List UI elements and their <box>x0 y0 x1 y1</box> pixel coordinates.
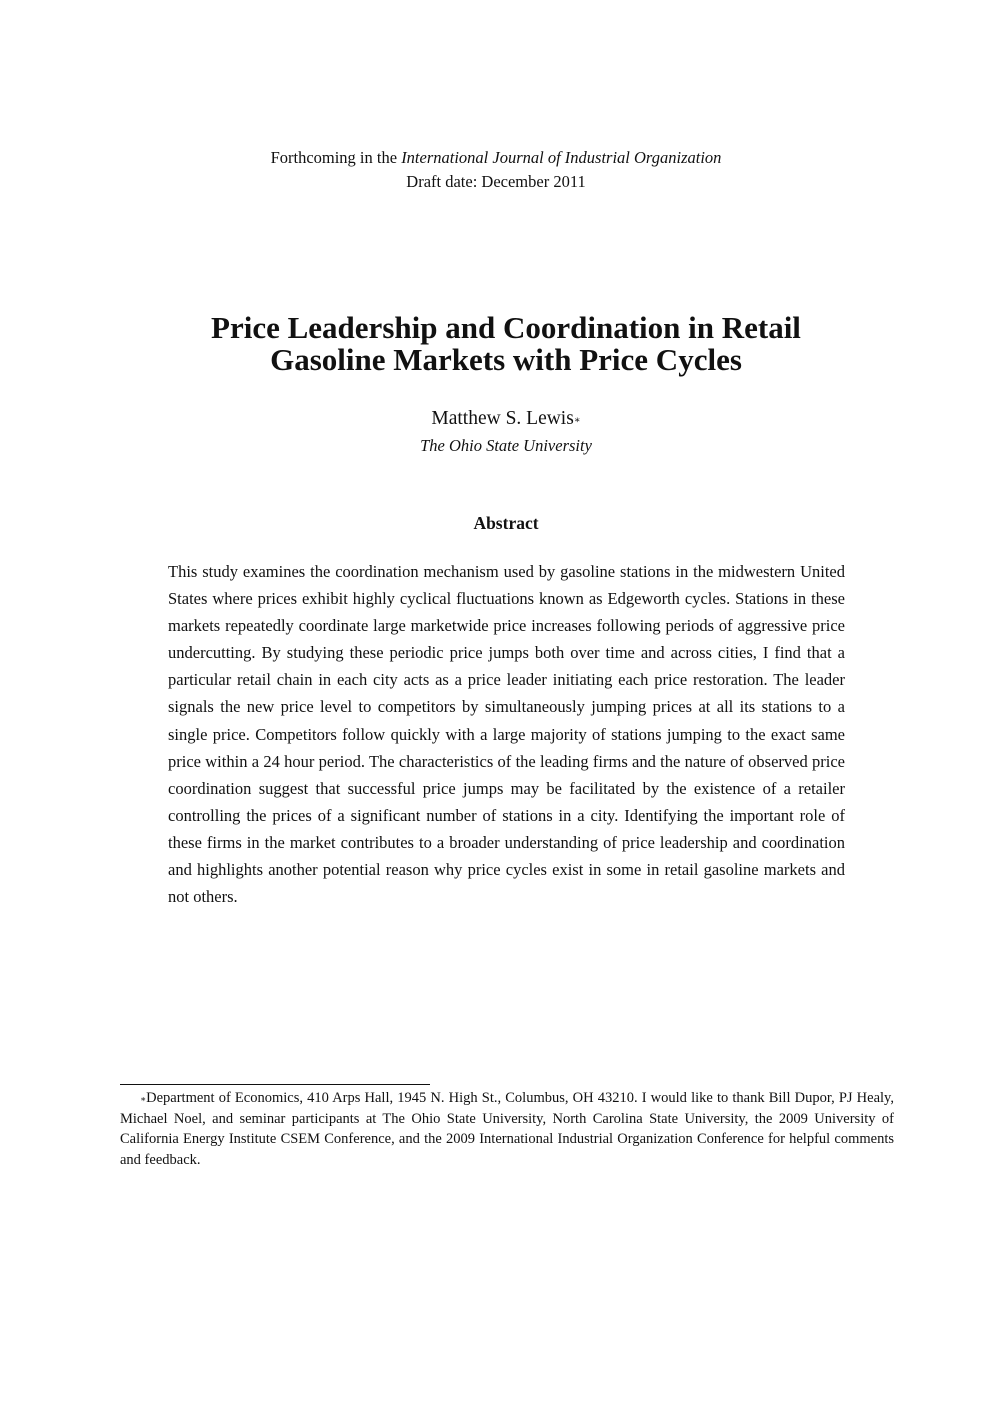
paper-title-line-2: Gasoline Markets with Price Cycles <box>270 342 742 377</box>
author <box>0 406 992 432</box>
author-affiliation: The Ohio State University <box>420 436 592 455</box>
author-footnote-mark: ∗ <box>573 415 581 426</box>
author-name: Matthew S. Lewis <box>431 408 574 429</box>
footnote <box>120 1088 894 1170</box>
paper-title-line-1: Price Leadership and Coordination in Retail <box>211 310 801 345</box>
paper-title <box>0 312 992 376</box>
footnote-mark: ∗ <box>140 1094 147 1104</box>
abstract-heading: Abstract <box>473 513 539 533</box>
footnote-divider <box>120 1084 430 1085</box>
publication-prefix: Forthcoming in the <box>270 148 402 167</box>
publication-header <box>0 146 992 194</box>
journal-name: International Journal of Industrial Organization <box>401 148 722 167</box>
draft-date: Draft date: December 2011 <box>406 172 586 191</box>
footnote-text: Department of Economics, 410 Arps Hall, 1945 N. High St., Columbus, OH 43210. I would like to thank Bill Dupor, PJ Healy, Michael Noel, and seminar participants at The Ohio State University, North Carolina State University, the 2009 University of California Energy Institute CSEM Conference, and the 2009 International Industrial Organization Conference for helpful comments and feedback. <box>120 1090 894 1168</box>
abstract-body: This study examines the coordination mechanism used by gasoline stations in the midwestern United States where prices exhibit highly cyclical fluctuations known as Edgeworth cycles. Stations in these markets repeatedly coordinate large marketwide price increases following periods of aggressive price undercutting. By studying these periodic price jumps both over time and across cities, I find that a particular retail chain in each city acts as a price leader initiating each price restoration. The leader signals the new price level to competitors by simultaneously jumping prices at all its stations to a single price. Competitors follow quickly with a large majority of stations jumping to the exact same price within a 24 hour period. The characteristics of the leading firms and the nature of observed price coordination suggest that successful price jumps may be facilitated by the existence of a retailer controlling the prices of a significant number of stations in a city. Identifying the important role of these firms in the market contributes to a broader understanding of price leadership and coordination and highlights another potential reason why price cycles exist in some in retail gasoline markets and not others. <box>168 562 845 907</box>
publication-note <box>0 146 992 170</box>
